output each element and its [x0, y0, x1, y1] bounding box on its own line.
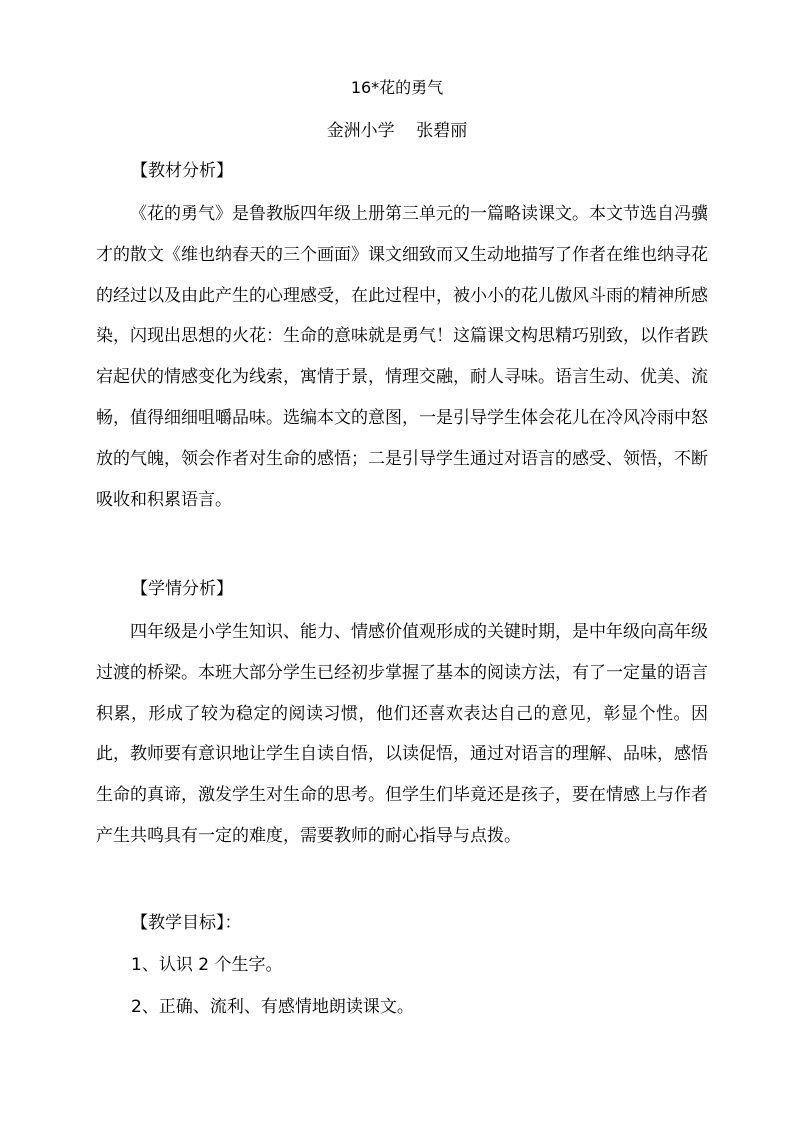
material-analysis-heading: 【教材分析】 — [131, 161, 233, 181]
teaching-goal-item: 2、正确、流利、有感情地朗读课文。 — [131, 997, 414, 1017]
teaching-goal-item: 1、认识 2 个生字。 — [131, 955, 283, 975]
student-analysis-paragraph: 四年级是小学生知识、能力、情感价值观形成的关键时期，是中年级向高年级过渡的桥梁。本班大部分学生已经初步掌握了基本的阅读方法，有了一定量的语言积累，形成了较为稳定的阅读习惯，他们还喜欢表达自己的意见，彰显个性。因此，教师要有意识地让学生自读自悟，以读促悟，通过对语言的理解、品味，感悟生命的真谛，激发学生对生命的思考。但学生们毕竟还是孩子，要在情感上与作者产生共鸣具有一定的难度，需要教师的耐心指导与点拨。 — [96, 622, 708, 846]
material-analysis-paragraph: 《花的勇气》是鲁教版四年级上册第三单元的一篇略读课文。本文节选自冯骥才的散文《维也纳春天的三个画面》课文细致而又生动地描写了作者在维也纳寻花的经过以及由此产生的心理感受，在此过程中，被小小的花儿傲风斗雨的精神所感染，闪现出思想的火花：生命的意味就是勇气！这篇课文构思精巧别致，以作者跌宕起伏的情感变化为线索，寓情于景，情理交融，耐人寻味。语言生动、优美、流畅，值得细细咀嚼品味。选编本文的意图，一是引导学生体会花儿在冷风冷雨中怒放的气魄，领会作者对生命的感悟；二是引导学生通过对语言的感受、领悟，不断吸收和积累语言。 — [96, 204, 708, 510]
teaching-goals-heading: 【教学目标】： — [131, 913, 242, 933]
author-line: 金洲小学 张碧丽 — [326, 121, 468, 141]
document-title: 16*花的勇气 — [350, 78, 444, 97]
student-analysis-heading: 【学情分析】 — [131, 579, 233, 599]
